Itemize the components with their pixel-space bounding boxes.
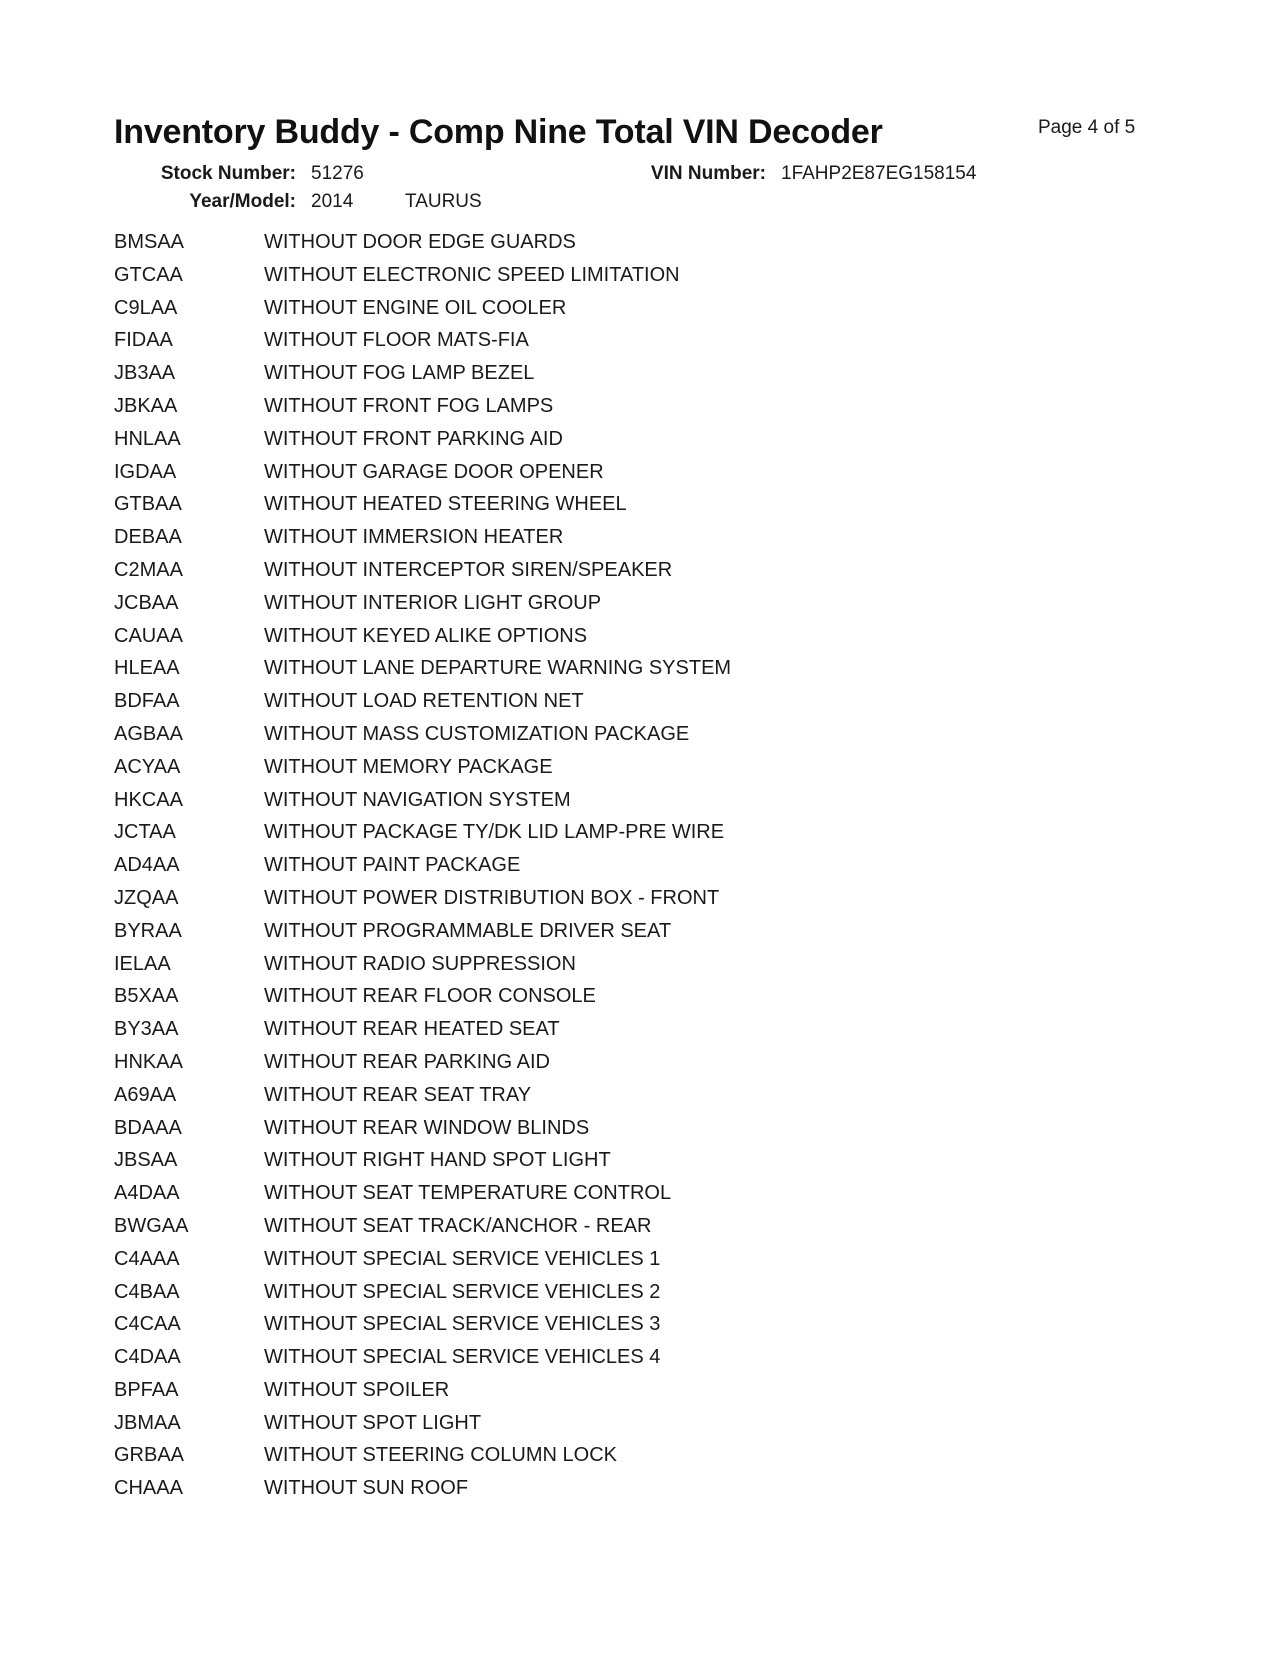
option-row bbox=[114, 1409, 1114, 1442]
option-code: C4DAA bbox=[114, 1346, 181, 1369]
option-code: A4DAA bbox=[114, 1182, 180, 1205]
option-code: BMSAA bbox=[114, 231, 185, 253]
option-row bbox=[114, 1343, 1114, 1376]
option-row bbox=[114, 1278, 1114, 1311]
option-row bbox=[114, 458, 1114, 491]
option-code: BWGAA bbox=[114, 1214, 189, 1237]
report-title: Inventory Buddy - Comp Nine Total VIN Decoder bbox=[114, 113, 883, 151]
option-description: WITHOUT KEYED ALIKE OPTIONS bbox=[264, 624, 588, 647]
option-code: ACYAA bbox=[114, 755, 181, 778]
year-model-label: Year/Model: bbox=[189, 191, 296, 212]
option-code: BDFAA bbox=[114, 690, 180, 713]
option-row bbox=[114, 851, 1114, 884]
option-row bbox=[114, 654, 1114, 687]
option-description: WITHOUT SPECIAL SERVICE VEHICLES 1 bbox=[264, 1247, 661, 1270]
option-row bbox=[114, 261, 1114, 294]
option-row bbox=[114, 392, 1114, 425]
option-code: IGDAA bbox=[114, 460, 177, 483]
option-description: WITHOUT SEAT TEMPERATURE CONTROL bbox=[264, 1182, 672, 1205]
option-code: C4AAA bbox=[114, 1247, 180, 1270]
option-code: HLEAA bbox=[114, 657, 180, 680]
option-code: BY3AA bbox=[114, 1018, 179, 1041]
option-description: WITHOUT ELECTRONIC SPEED LIMITATION bbox=[264, 263, 680, 286]
option-description: WITHOUT REAR FLOOR CONSOLE bbox=[264, 985, 596, 1008]
option-row bbox=[114, 1081, 1114, 1114]
stock-number-value: 51276 bbox=[311, 163, 364, 184]
option-row bbox=[114, 425, 1114, 458]
option-code: C4BAA bbox=[114, 1280, 180, 1303]
option-row bbox=[114, 523, 1114, 556]
option-description: WITHOUT FRONT FOG LAMPS bbox=[264, 394, 554, 417]
option-description: WITHOUT ENGINE OIL COOLER bbox=[264, 296, 567, 319]
option-description: WITHOUT INTERCEPTOR SIREN/SPEAKER bbox=[264, 558, 673, 581]
vin-number-label: VIN Number: bbox=[650, 163, 766, 184]
option-code: IELAA bbox=[114, 952, 171, 975]
option-description: WITHOUT GARAGE DOOR OPENER bbox=[264, 460, 604, 483]
option-code: JCTAA bbox=[114, 821, 176, 844]
option-row bbox=[114, 786, 1114, 819]
option-row bbox=[114, 556, 1114, 589]
option-row bbox=[114, 818, 1114, 851]
option-code: JCBAA bbox=[114, 591, 179, 614]
option-description: WITHOUT IMMERSION HEATER bbox=[264, 526, 564, 549]
option-description: WITHOUT REAR PARKING AID bbox=[264, 1050, 550, 1073]
option-description: WITHOUT POWER DISTRIBUTION BOX - FRONT bbox=[264, 886, 720, 909]
option-code: CAUAA bbox=[114, 624, 183, 647]
option-row bbox=[114, 622, 1114, 655]
option-row bbox=[114, 950, 1114, 983]
option-row bbox=[114, 294, 1114, 327]
option-row bbox=[114, 1245, 1114, 1278]
option-code: DEBAA bbox=[114, 526, 182, 549]
option-row bbox=[114, 1146, 1114, 1179]
option-row bbox=[114, 1441, 1114, 1474]
option-code: A69AA bbox=[114, 1083, 177, 1106]
option-description: WITHOUT RADIO SUPPRESSION bbox=[264, 952, 576, 975]
option-code: C9LAA bbox=[114, 296, 178, 319]
option-row bbox=[114, 1376, 1114, 1409]
option-row bbox=[114, 687, 1114, 720]
option-code: CHAAA bbox=[114, 1477, 183, 1500]
option-code: C2MAA bbox=[114, 558, 183, 581]
option-row bbox=[114, 982, 1114, 1015]
option-row bbox=[114, 753, 1114, 786]
option-description: WITHOUT FLOOR MATS-FIA bbox=[264, 329, 529, 352]
stock-number-label: Stock Number: bbox=[160, 163, 296, 184]
option-code: B5XAA bbox=[114, 985, 179, 1008]
option-row bbox=[114, 589, 1114, 622]
option-description: WITHOUT SUN ROOF bbox=[264, 1477, 469, 1500]
option-description: WITHOUT SPECIAL SERVICE VEHICLES 3 bbox=[264, 1313, 661, 1336]
model-value: TAURUS bbox=[405, 191, 482, 212]
option-description: WITHOUT SPOILER bbox=[264, 1378, 450, 1401]
option-row bbox=[114, 1015, 1114, 1048]
vin-number-value: 1FAHP2E87EG158154 bbox=[781, 163, 977, 184]
option-code: FIDAA bbox=[114, 329, 173, 352]
option-row bbox=[114, 359, 1114, 392]
option-description: WITHOUT HEATED STEERING WHEEL bbox=[264, 493, 627, 516]
option-description: WITHOUT MEMORY PACKAGE bbox=[264, 755, 553, 778]
page-number: Page 4 of 5 bbox=[1038, 117, 1136, 138]
option-code: HKCAA bbox=[114, 788, 183, 811]
option-row bbox=[114, 1474, 1114, 1507]
option-code: HNLAA bbox=[114, 427, 181, 450]
option-row bbox=[114, 490, 1114, 523]
option-description: WITHOUT STEERING COLUMN LOCK bbox=[264, 1444, 617, 1467]
option-row bbox=[114, 917, 1114, 950]
option-description: WITHOUT DOOR EDGE GUARDS bbox=[264, 231, 576, 253]
option-row bbox=[114, 720, 1114, 753]
option-description: WITHOUT RIGHT HAND SPOT LIGHT bbox=[264, 1149, 611, 1172]
option-description: WITHOUT INTERIOR LIGHT GROUP bbox=[264, 591, 602, 614]
option-description: WITHOUT REAR HEATED SEAT bbox=[264, 1018, 560, 1041]
option-code: HNKAA bbox=[114, 1050, 183, 1073]
option-description: WITHOUT PROGRAMMABLE DRIVER SEAT bbox=[264, 919, 672, 942]
option-code: C4CAA bbox=[114, 1313, 181, 1336]
option-row bbox=[114, 1179, 1114, 1212]
option-row bbox=[114, 1212, 1114, 1245]
option-description: WITHOUT REAR SEAT TRAY bbox=[264, 1083, 532, 1106]
option-description: WITHOUT MASS CUSTOMIZATION PACKAGE bbox=[264, 722, 690, 745]
option-description: WITHOUT SPOT LIGHT bbox=[264, 1411, 482, 1434]
option-code: JBSAA bbox=[114, 1149, 178, 1172]
option-code: JBKAA bbox=[114, 394, 178, 417]
option-code: JZQAA bbox=[114, 886, 179, 909]
year-model-row bbox=[0, 190, 1280, 214]
option-row bbox=[114, 228, 1114, 261]
option-code: BDAAA bbox=[114, 1116, 182, 1139]
option-description: WITHOUT SPECIAL SERVICE VEHICLES 2 bbox=[264, 1280, 661, 1303]
options-list bbox=[114, 228, 1114, 1507]
option-row bbox=[114, 1114, 1114, 1147]
option-description: WITHOUT FRONT PARKING AID bbox=[264, 427, 563, 450]
option-description: WITHOUT LANE DEPARTURE WARNING SYSTEM bbox=[264, 657, 732, 680]
option-row bbox=[114, 884, 1114, 917]
option-code: GRBAA bbox=[114, 1444, 185, 1467]
option-row bbox=[114, 1048, 1114, 1081]
option-code: GTCAA bbox=[114, 263, 183, 286]
option-row bbox=[114, 326, 1114, 359]
option-description: WITHOUT SPECIAL SERVICE VEHICLES 4 bbox=[264, 1346, 661, 1369]
option-code: AGBAA bbox=[114, 722, 183, 745]
year-value: 2014 bbox=[311, 191, 354, 212]
option-row bbox=[114, 1310, 1114, 1343]
option-description: WITHOUT PACKAGE TY/DK LID LAMP-PRE WIRE bbox=[264, 821, 725, 844]
option-code: JB3AA bbox=[114, 362, 176, 385]
option-description: WITHOUT SEAT TRACK/ANCHOR - REAR bbox=[264, 1214, 652, 1237]
option-code: JBMAA bbox=[114, 1411, 181, 1434]
option-description: WITHOUT FOG LAMP BEZEL bbox=[264, 362, 535, 385]
option-code: AD4AA bbox=[114, 854, 180, 877]
option-code: GTBAA bbox=[114, 493, 182, 516]
option-code: BPFAA bbox=[114, 1378, 179, 1401]
option-description: WITHOUT REAR WINDOW BLINDS bbox=[264, 1116, 590, 1139]
option-description: WITHOUT NAVIGATION SYSTEM bbox=[264, 788, 571, 811]
option-description: WITHOUT PAINT PACKAGE bbox=[264, 854, 521, 877]
stock-number-row bbox=[0, 162, 1280, 186]
option-description: WITHOUT LOAD RETENTION NET bbox=[264, 690, 584, 713]
option-code: BYRAA bbox=[114, 919, 182, 942]
